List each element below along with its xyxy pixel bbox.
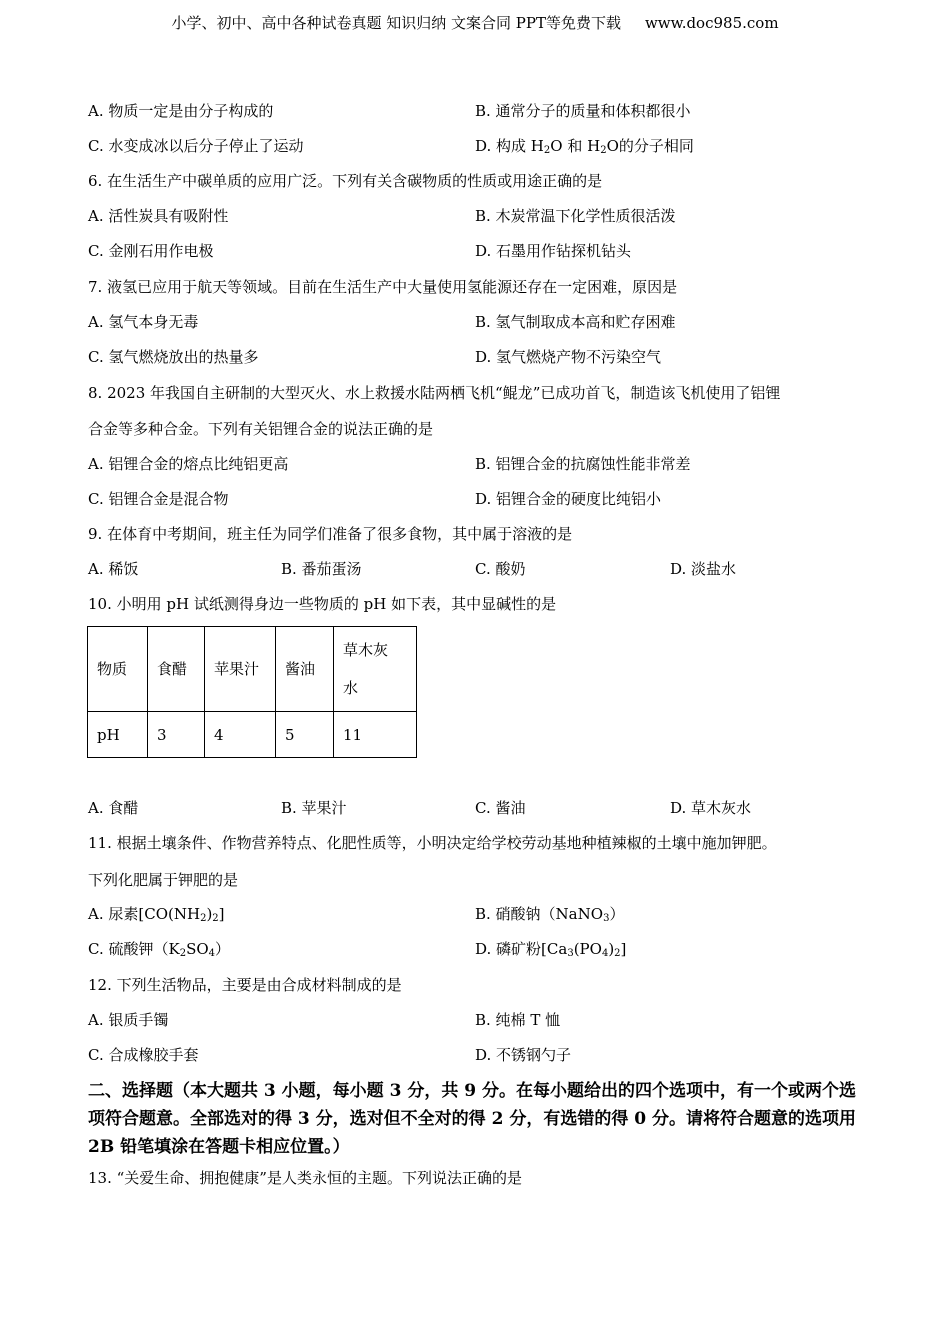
q8-option-c: C. 铝锂合金是混合物 xyxy=(88,490,229,508)
q9-stem: 9. 在体育中考期间，班主任为同学们准备了很多食物，其中属于溶液的是 xyxy=(88,525,573,543)
q8-option-a: A. 铝锂合金的熔点比纯铝更高 xyxy=(88,455,289,473)
table-cell: 5 xyxy=(276,712,334,758)
q10-option-c: C. 酱油 xyxy=(475,799,526,817)
q10-option-d: D. 草木灰水 xyxy=(670,799,752,817)
table-header-cell: 酱油 xyxy=(276,627,334,712)
table-cell: pH xyxy=(88,712,148,758)
table-header-cell: 草木灰 水 xyxy=(334,627,417,712)
q5-option-a: A. 物质一定是由分子构成的 xyxy=(88,102,274,120)
q6-option-a: A. 活性炭具有吸附性 xyxy=(88,207,229,225)
header-text: 小学、初中、高中各种试卷真题 知识归纳 文案合同 PPT等免费下载 xyxy=(171,14,621,32)
table-cell: 4 xyxy=(205,712,276,758)
ph-table xyxy=(87,626,417,758)
q12-stem: 12. 下列生活物品，主要是由合成材料制成的是 xyxy=(88,976,402,994)
q8-option-b: B. 铝锂合金的抗腐蚀性能非常差 xyxy=(475,455,691,473)
q6-option-c: C. 金刚石用作电极 xyxy=(88,242,214,260)
q9-option-c: C. 酸奶 xyxy=(475,560,526,578)
q10-option-b: B. 苹果汁 xyxy=(281,799,347,817)
table-header-cell: 食醋 xyxy=(148,627,205,712)
q6-option-b: B. 木炭常温下化学性质很活泼 xyxy=(475,207,676,225)
q10-option-a: A. 食醋 xyxy=(88,799,139,817)
q10-stem: 10. 小明用 pH 试纸测得身边一些物质的 pH 如下表，其中显碱性的是 xyxy=(88,595,557,613)
q13-stem: 13. “关爱生命、拥抱健康”是人类永恒的主题。下列说法正确的是 xyxy=(88,1169,522,1187)
table-header-cell: 物质 xyxy=(88,627,148,712)
q9-option-b: B. 番茄蛋汤 xyxy=(281,560,362,578)
table-cell: 3 xyxy=(148,712,205,758)
q7-stem: 7. 液氢已应用于航天等领域。目前在生活生产中大量使用氢能源还存在一定困难，原因是 xyxy=(88,278,678,296)
q5-option-c: C. 水变成冰以后分子停止了运动 xyxy=(88,137,304,155)
table-row xyxy=(88,712,417,758)
q7-option-b: B. 氢气制取成本高和贮存困难 xyxy=(475,313,676,331)
q9-option-d: D. 淡盐水 xyxy=(670,560,737,578)
q8-option-d: D. 铝锂合金的硬度比纯铝小 xyxy=(475,490,662,508)
q12-option-c: C. 合成橡胶手套 xyxy=(88,1046,199,1064)
table-row xyxy=(88,627,417,712)
q11-option-c: C. 硫酸钾$(K_2SO_4)$ xyxy=(88,940,231,959)
q7-option-a: A. 氢气本身无毒 xyxy=(88,313,199,331)
q12-option-b: B. 纯棉 T 恤 xyxy=(475,1011,561,1029)
page-header xyxy=(0,12,950,33)
q11-option-a: A. 尿素$[CO(NH_2)_2]$ xyxy=(88,905,225,924)
q12-option-d: D. 不锈钢勺子 xyxy=(475,1046,572,1064)
q8-stem-line1: 8. 2023 年我国自主研制的大型灭火、水上救援水陆两栖飞机“鲲龙”已成功首飞，制造该飞机使用了铝锂 xyxy=(88,384,781,402)
q11-stem-line2: 下列化肥属于钾肥的是 xyxy=(88,871,239,889)
q5-option-d: D. 构成 $H_2O$ 和 $H_2O$的分子相同 xyxy=(475,137,694,156)
q8-stem-line2: 合金等多种合金。下列有关铝锂合金的说法正确的是 xyxy=(88,420,434,438)
section-2-title: 二、选择题（本大题共 3 小题，每小题 3 分，共 9 分。在每小题给出的四个选项中，有一个或两个选项符合题意。全部选对的得 3 分，选对但不全对的得 2 分，有选错的得 0 分。请将符合题意的选项用 2B 铅笔填涂在答题卡相应位置。） xyxy=(88,1081,856,1157)
q7-option-c: C. 氢气燃烧放出的热量多 xyxy=(88,348,259,366)
q5-option-b: B. 通常分子的质量和体积都很小 xyxy=(475,102,691,120)
table-header-cell: 苹果汁 xyxy=(205,627,276,712)
q6-option-d: D. 石墨用作钻探机钻头 xyxy=(475,242,632,260)
q7-option-d: D. 氢气燃烧产物不污染空气 xyxy=(475,348,662,366)
q12-option-a: A. 银质手镯 xyxy=(88,1011,169,1029)
q9-option-a: A. 稀饭 xyxy=(88,560,139,578)
table-cell: 11 xyxy=(334,712,417,758)
q11-stem-line1: 11. 根据土壤条件、作物营养特点、化肥性质等，小明决定给学校劳动基地种植辣椒的土壤中施加钾肥。 xyxy=(88,834,777,852)
header-site: www.doc985.com xyxy=(644,14,779,32)
q11-option-d: D. 磷矿粉$[Ca_3(PO_4)_2]$ xyxy=(475,940,627,959)
q11-option-b: B. 硝酸钠（NaNO$_3$） xyxy=(475,905,625,924)
q6-stem: 6. 在生活生产中碳单质的应用广泛。下列有关含碳物质的性质或用途正确的是 xyxy=(88,172,603,190)
